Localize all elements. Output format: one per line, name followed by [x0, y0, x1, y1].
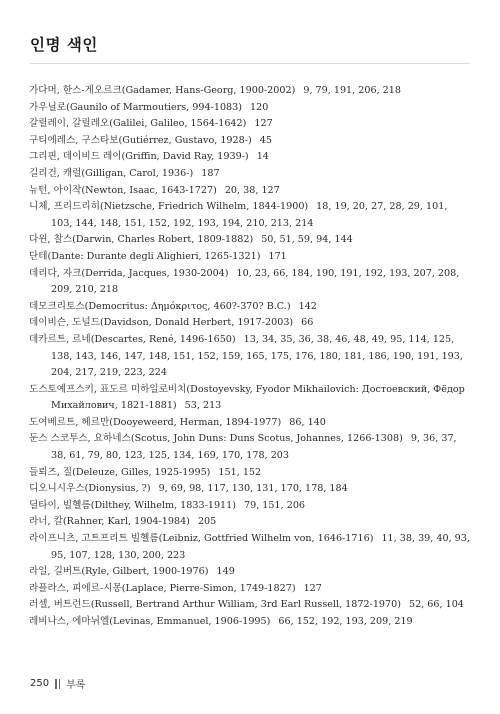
- entry-name: 둔스 스코투스, 요하네스(Scotus, John Duns: Duns Scotus, Johannes, 1266-1308): [29, 433, 403, 445]
- entry-pages: 9, 36, 37, 38, 61, 79, 80, 123, 125, 134, 169, 170, 178, 203: [51, 433, 457, 462]
- entry-name: 디오니시우스(Dionysius, ?): [29, 483, 151, 495]
- index-entry: [29, 481, 471, 498]
- index-entry: [29, 415, 471, 432]
- entry-name: 도여베르트, 헤르만(Dooyeweerd, Herman, 1894-1977): [29, 416, 282, 428]
- index-entry: [29, 581, 471, 598]
- entry-name: 딜타이, 빌헬름(Dilthey, Wilhelm, 1833-1911): [29, 499, 236, 511]
- index-entry: [29, 166, 471, 183]
- entry-name: 가우닐로(Gaunilo of Marmoutiers, 994-1083): [29, 101, 242, 113]
- entry-pages: 14: [256, 151, 269, 163]
- entry-pages: 10, 23, 66, 184, 190, 191, 192, 193, 207, 208, 209, 210, 218: [51, 267, 460, 296]
- entry-name: 뉴턴, 아이작(Newton, Isaac, 1643-1727): [29, 184, 217, 196]
- entry-pages: 11, 38, 39, 40, 93, 95, 107, 128, 130, 200, 223: [51, 533, 470, 561]
- entry-pages: 9, 69, 98, 117, 130, 131, 170, 178, 184: [158, 483, 348, 495]
- entry-name: 다윈, 찰스(Darwin, Charles Robert, 1809-1882): [29, 234, 254, 246]
- entry-name: 그리핀, 데이비드 레이(Griffin, David Ray, 1939-): [29, 151, 249, 163]
- index-entry: [29, 100, 471, 117]
- entry-pages: 79, 151, 206: [244, 499, 306, 511]
- index-entry: [29, 199, 471, 232]
- entry-name: 데카르트, 르네(Descartes, René, 1496-1650): [29, 333, 236, 345]
- entry-pages: 127: [254, 118, 273, 130]
- entry-pages: 52, 66, 104: [408, 599, 464, 611]
- index-entry: [29, 514, 471, 531]
- entry-name: 니체, 프리드리히(Nietzsche, Friedrich Wilhelm, 1844-1900): [29, 201, 309, 213]
- footer-separator: [55, 679, 57, 689]
- index-entry-list: [29, 83, 471, 631]
- index-entry: [29, 382, 471, 415]
- entry-pages: 9, 79, 191, 206, 218: [303, 85, 401, 96]
- entry-name: 가다머, 한스-게오르크(Gadamer, Hans-Georg, 1900-2002): [29, 85, 296, 96]
- section-label: 부록: [66, 680, 86, 691]
- index-entry: [29, 564, 471, 581]
- entry-name: 갈릴레이, 갈릴레오(Galilei, Galileo, 1564-1642): [29, 118, 247, 130]
- entry-name: 길리건, 캐럴(Gilligan, Carol, 1936-): [29, 167, 194, 179]
- entry-name: 구티에레스, 구스타보(Gutiérrez, Gustavo, 1928-): [29, 134, 252, 146]
- entry-pages: 149: [216, 566, 235, 578]
- index-entry: [29, 465, 471, 482]
- entry-pages: 187: [201, 167, 220, 179]
- page-title: 인명 색인: [30, 36, 98, 54]
- entry-pages: 86, 140: [289, 416, 326, 428]
- entry-pages: 66: [301, 317, 314, 329]
- footer-separator-thin: [59, 679, 60, 689]
- entry-name: 라일, 길버트(Ryle, Gilbert, 1900-1976): [29, 566, 209, 578]
- entry-name: 데리다, 자크(Derrida, Jacques, 1930-2004): [29, 267, 229, 279]
- entry-pages: 45: [259, 134, 272, 146]
- entry-name: 단테(Dante: Durante degli Alighieri, 1265-1321): [29, 250, 261, 262]
- page-number: 250: [30, 678, 50, 689]
- index-entry: [29, 498, 471, 515]
- entry-name: 라플라스, 피에르-시몽(Laplace, Pierre-Simon, 1749-1827): [29, 582, 296, 594]
- entry-pages: 142: [298, 300, 317, 312]
- entry-pages: 127: [303, 582, 322, 594]
- index-entry: [29, 597, 471, 614]
- entry-pages: 171: [268, 250, 287, 262]
- page-footer: [30, 676, 85, 691]
- entry-name: 도스토예프스키, 표도르 미하일로비치(Dostoyevsky, Fyodor Mikhailovich: Достоевский, Фёдор Михайлович, 1821-1881): [29, 383, 465, 412]
- index-entry: [29, 332, 471, 382]
- entry-name: 라너, 칼(Rahner, Karl, 1904-1984): [29, 516, 190, 528]
- index-entry: [29, 266, 471, 299]
- entry-pages: 151, 152: [218, 466, 262, 478]
- index-entry: [29, 149, 471, 166]
- entry-name: 데모크리토스(Democritus: Δημόκριτος, 460?-370? B.C.): [29, 300, 291, 312]
- index-entry: [29, 232, 471, 249]
- index-entry: [29, 299, 471, 316]
- entry-name: 레비나스, 에마뉘엘(Levinas, Emmanuel, 1906-1995): [29, 616, 271, 627]
- entry-name: 러셀, 버트런드(Russell, Bertrand Arthur William, 3rd Earl Russell, 1872-1970): [29, 599, 401, 611]
- index-entry: [29, 183, 471, 200]
- entry-name: 들뢰즈, 질(Deleuze, Gilles, 1925-1995): [29, 466, 211, 478]
- index-entry: [29, 83, 471, 100]
- index-entry: [29, 315, 471, 332]
- index-entry: [29, 614, 471, 631]
- index-entry: [29, 116, 471, 133]
- index-entry: [29, 249, 471, 266]
- title-divider: [30, 63, 470, 64]
- index-entry: [29, 133, 471, 150]
- entry-pages: 13, 34, 35, 36, 38, 46, 48, 49, 95, 114, 125, 138, 143, 146, 147, 148, 151, 152, 159, 165, 175, 176, 180, 181, 186, 190, 191, 193, 204, 217, 219, 223, 224: [51, 333, 463, 379]
- entry-name: 데이비슨, 도널드(Davidson, Donald Herbert, 1917-2003): [29, 317, 294, 329]
- entry-pages: 205: [197, 516, 217, 528]
- entry-pages: 20, 38, 127: [224, 184, 280, 196]
- entry-name: 라이프니츠, 고트프리트 빌헬름(Leibniz, Gottfried Wilhelm von, 1646-1716): [29, 533, 374, 545]
- index-entry: [29, 531, 471, 564]
- entry-pages: 120: [250, 101, 269, 113]
- entry-pages: 66, 152, 192, 193, 209, 219: [278, 616, 413, 627]
- index-entry: [29, 431, 471, 464]
- entry-pages: 50, 51, 59, 94, 144: [261, 234, 353, 246]
- entry-pages: 53, 213: [184, 400, 222, 412]
- entry-pages: 18, 19, 20, 27, 28, 29, 101, 103, 144, 148, 151, 152, 192, 193, 194, 210, 213, 214: [51, 201, 448, 229]
